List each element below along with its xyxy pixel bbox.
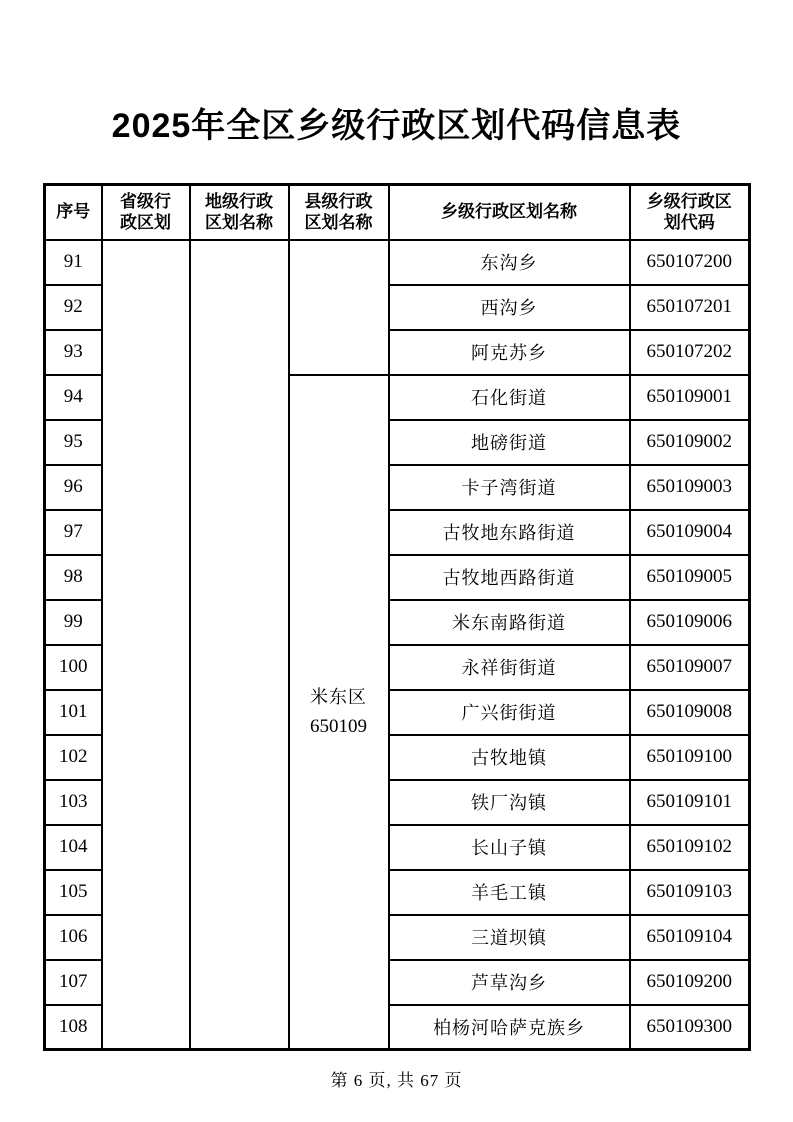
township-name-cell: 阿克苏乡: [389, 330, 630, 375]
township-code-cell: 650107201: [630, 285, 750, 330]
serial-cell: 100: [45, 645, 102, 690]
serial-cell: 104: [45, 825, 102, 870]
serial-cell: 94: [45, 375, 102, 420]
township-name-cell: 古牧地西路街道: [389, 555, 630, 600]
township-name-cell: 古牧地东路街道: [389, 510, 630, 555]
header-province: 省级行政区划: [102, 185, 190, 240]
serial-cell: 102: [45, 735, 102, 780]
township-code-cell: 650109008: [630, 690, 750, 735]
township-code-cell: 650109100: [630, 735, 750, 780]
township-code-cell: 650109200: [630, 960, 750, 1005]
serial-cell: 99: [45, 600, 102, 645]
header-county: 县级行政区划名称: [289, 185, 389, 240]
header-township: 乡级行政区划名称: [389, 185, 630, 240]
county-code: 650109: [310, 715, 367, 737]
county-empty-cell: [289, 240, 389, 375]
header-prefecture: 地级行政区划名称: [190, 185, 289, 240]
serial-cell: 107: [45, 960, 102, 1005]
township-name-cell: 芦草沟乡: [389, 960, 630, 1005]
serial-cell: 98: [45, 555, 102, 600]
county-group-cell: [289, 375, 389, 1050]
township-code-cell: 650109003: [630, 465, 750, 510]
serial-cell: 101: [45, 690, 102, 735]
prefecture-column-cell: [190, 240, 289, 1050]
township-name-cell: 古牧地镇: [389, 735, 630, 780]
township-name-cell: 广兴街街道: [389, 690, 630, 735]
page-title: 2025年全区乡级行政区划代码信息表: [111, 107, 682, 145]
page-footer: 第 6 页, 共 67 页: [330, 1071, 463, 1090]
serial-cell: 97: [45, 510, 102, 555]
township-name-cell: 米东南路街道: [389, 600, 630, 645]
township-code-cell: 650109102: [630, 825, 750, 870]
serial-cell: 106: [45, 915, 102, 960]
serial-cell: 92: [45, 285, 102, 330]
header-serial: 序号: [45, 185, 102, 240]
township-code-cell: 650109006: [630, 600, 750, 645]
township-code-cell: 650109300: [630, 1005, 750, 1050]
township-name-cell: 卡子湾街道: [389, 465, 630, 510]
serial-cell: 95: [45, 420, 102, 465]
township-name-cell: 柏杨河哈萨克族乡: [389, 1005, 630, 1050]
header-row: [45, 185, 750, 240]
township-name-cell: 石化街道: [389, 375, 630, 420]
township-name-cell: 东沟乡: [389, 240, 630, 285]
township-code-cell: 650109004: [630, 510, 750, 555]
township-name-cell: 地磅街道: [389, 420, 630, 465]
township-name-cell: 三道坝镇: [389, 915, 630, 960]
serial-cell: 103: [45, 780, 102, 825]
township-code-cell: 650109103: [630, 870, 750, 915]
division-code-table: [43, 183, 751, 1051]
table-row: [45, 240, 750, 285]
header-code: 乡级行政区划代码: [630, 185, 750, 240]
serial-cell: 105: [45, 870, 102, 915]
serial-cell: 91: [45, 240, 102, 285]
township-name-cell: 西沟乡: [389, 285, 630, 330]
serial-cell: 108: [45, 1005, 102, 1050]
township-code-cell: 650109005: [630, 555, 750, 600]
township-code-cell: 650109001: [630, 375, 750, 420]
township-code-cell: 650109002: [630, 420, 750, 465]
province-column-cell: [102, 240, 190, 1050]
township-code-cell: 650109101: [630, 780, 750, 825]
township-name-cell: 长山子镇: [389, 825, 630, 870]
township-code-cell: 650107200: [630, 240, 750, 285]
county-name: 米东区: [310, 686, 367, 707]
township-name-cell: 永祥街街道: [389, 645, 630, 690]
township-name-cell: 铁厂沟镇: [389, 780, 630, 825]
serial-cell: 96: [45, 465, 102, 510]
township-code-cell: 650109007: [630, 645, 750, 690]
township-code-cell: 650109104: [630, 915, 750, 960]
township-name-cell: 羊毛工镇: [389, 870, 630, 915]
serial-cell: 93: [45, 330, 102, 375]
township-code-cell: 650107202: [630, 330, 750, 375]
